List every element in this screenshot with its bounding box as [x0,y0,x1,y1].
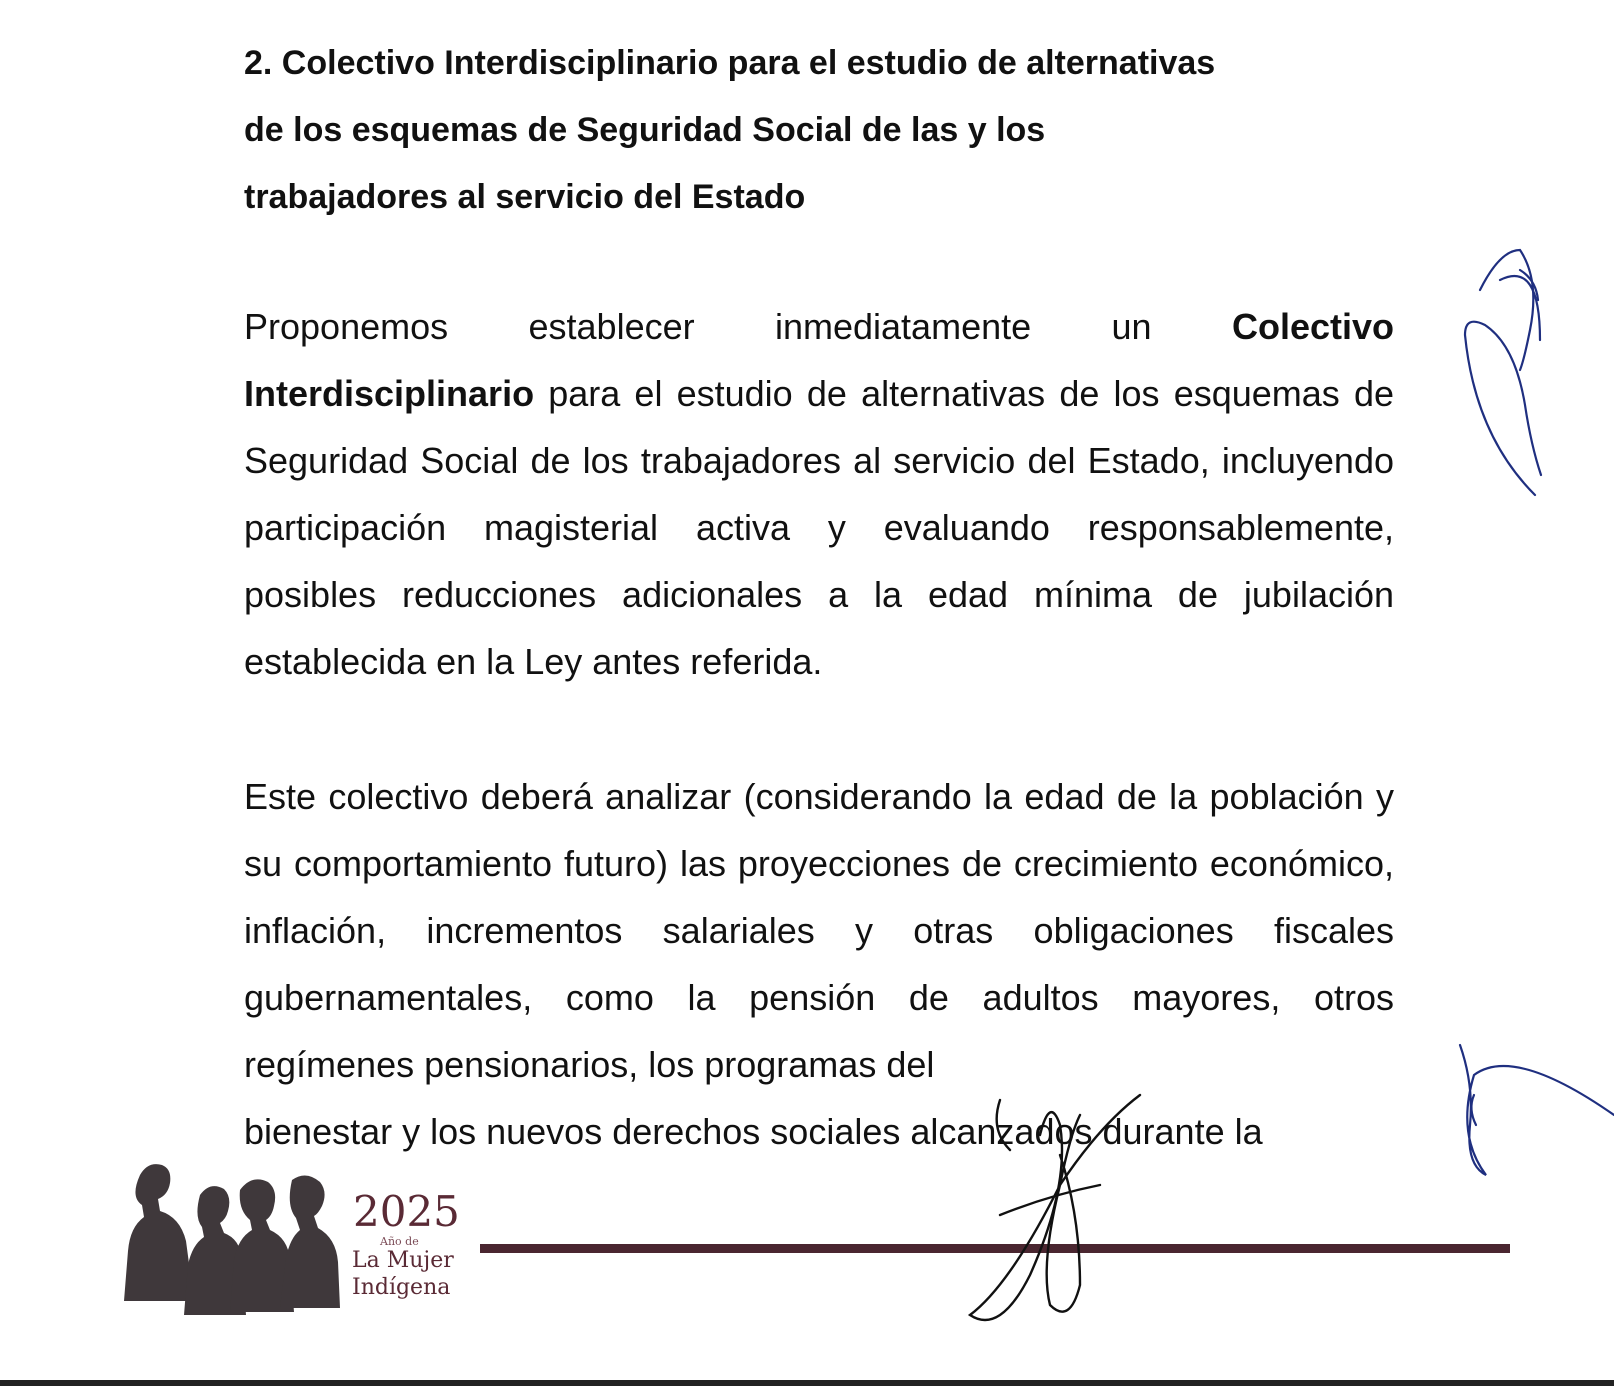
logo-line-2: Indígena [352,1275,451,1300]
logo-line-1: La Mujer [352,1248,454,1273]
page-bottom-edge [0,1380,1614,1386]
paragraph-proposal [244,293,1394,695]
paragraph-proposal-lead: Proponemos establecer inmediatamente un [244,306,1232,347]
paragraph-continuation: bienestar y los nuevos derechos sociales alcanzados durante la [244,1111,1263,1152]
heading-line-2: de los esquemas de Seguridad Social de las y los [244,111,1046,149]
footer-rule [480,1244,1510,1253]
heading-line-3: trabajadores al servicio del Estado [244,178,806,216]
paragraph-analysis: Este colectivo deberá analizar (considerando la edad de la población y su comportamiento futuro) las proyecciones de crecimiento económico, inflación, incrementos salariales y otras obligaciones fiscales gubernamentales, como la pensión de adultos mayores, otros regímenes pensionarios, los programas del [244,776,1394,1085]
heading-line-1: 2. Colectivo Interdisciplinario para el estudio de alternativas [244,44,1216,82]
blue-initials-top [1465,250,1541,495]
paragraph-proposal-rest: para el estudio de alternativas de los esquemas de Seguridad Social de los trabajadores al servicio del Estado, incluyendo participación magisterial activa y evaluando responsablemente, posibles reducciones adicionales a la edad mínima de jubilación establecida en la Ley antes referida. [244,373,1394,682]
paragraph-proposal-bold: Colectivo Interdisciplinario [244,306,1394,414]
logo-year: 2025 [353,1187,460,1236]
logo-small-text: Año de [380,1235,419,1248]
blue-initials-bottom [1460,1045,1614,1175]
section-heading [244,30,1394,231]
